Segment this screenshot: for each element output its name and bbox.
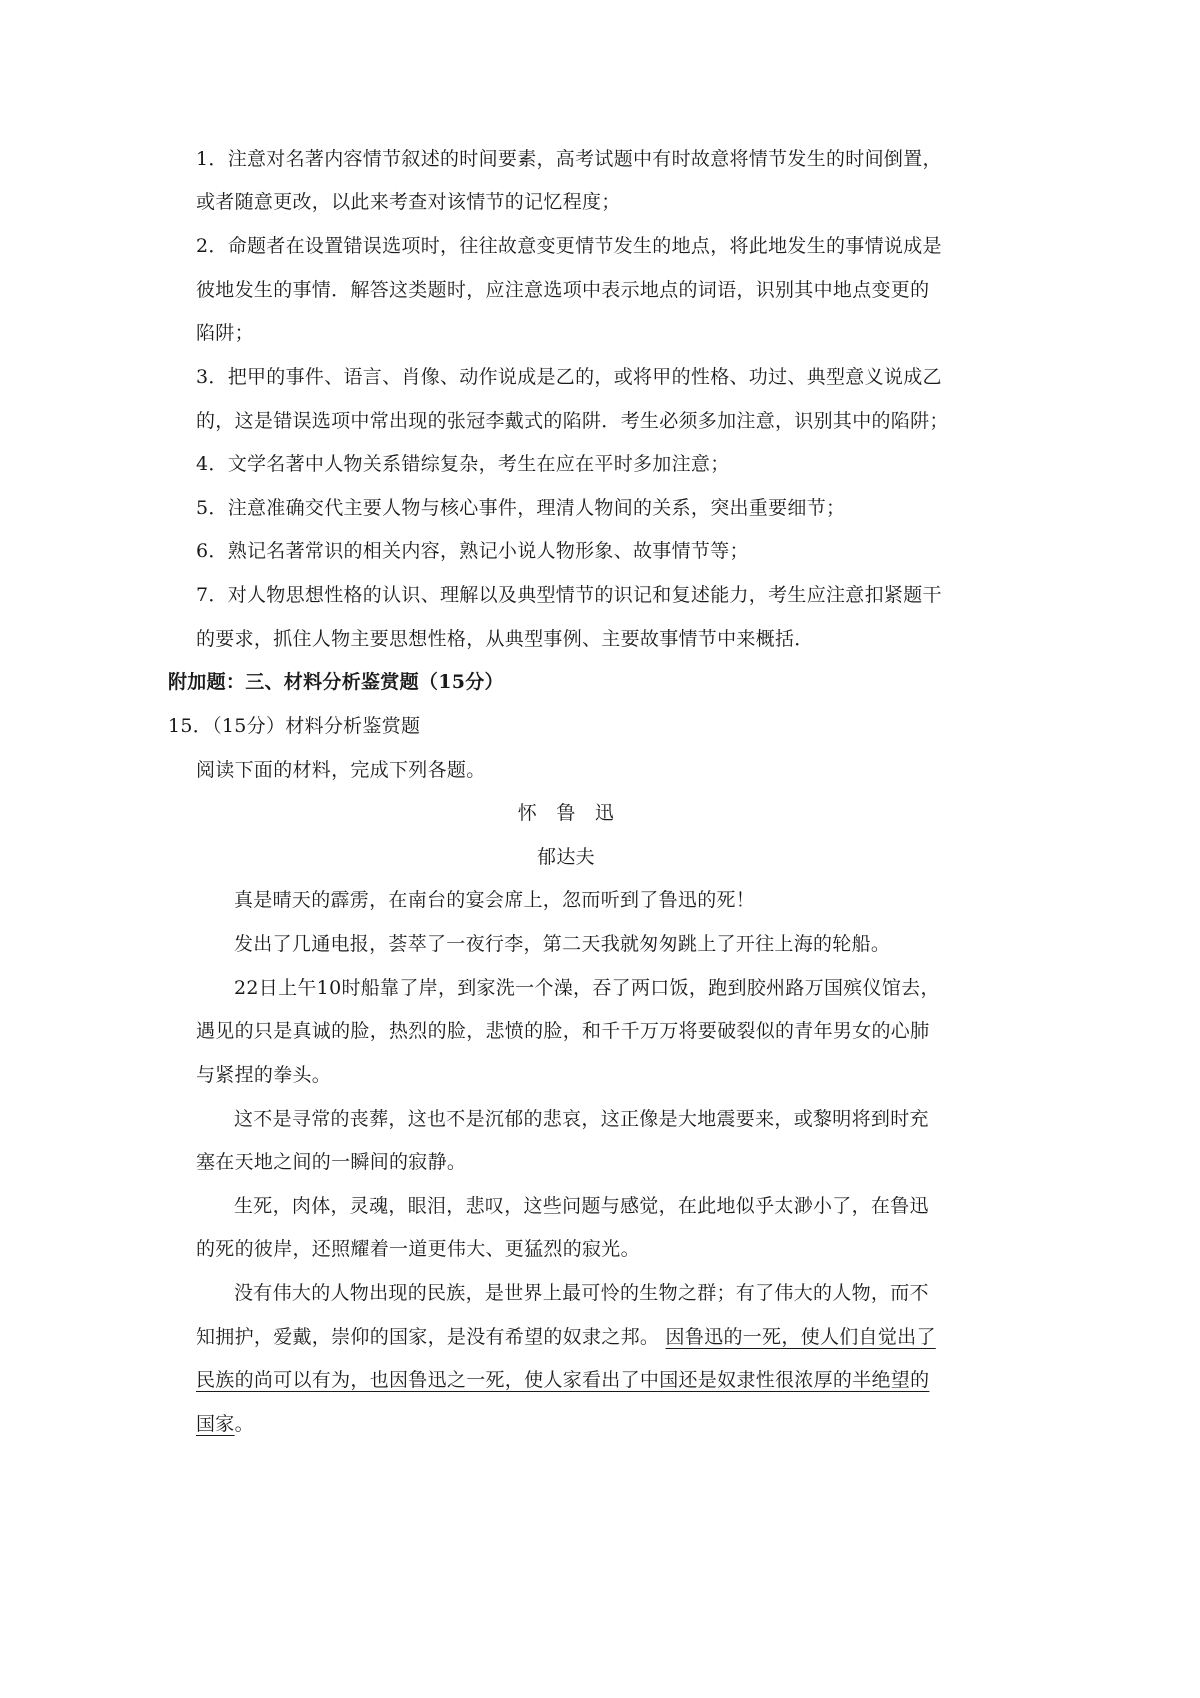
tip-7-line-1: 7．对人物思想性格的认识、理解以及典型情节的识记和复述能力，考生应注意扣紧题干 <box>196 584 942 606</box>
tip-1-line-2: 或者随意更改，以此来考查对该情节的记忆程度； <box>196 191 621 213</box>
tip-3-line-2: 的，这是错误选项中常出现的张冠李戴式的陷阱．考生必须多加注意，识别其中的陷阱； <box>196 410 949 432</box>
paragraph-3-line-3: 与紧捏的拳头。 <box>196 1064 332 1086</box>
paragraph-5-line-1: 生死，肉体，灵魂，眼泪，悲叹，这些问题与感觉，在此地似乎太渺小了，在鲁迅 <box>234 1195 929 1217</box>
paragraph-6-end-punct: 。 <box>234 1413 254 1435</box>
paragraph-5-line-2: 的死的彼岸，还照耀着一道更伟大、更猛烈的寂光。 <box>196 1238 640 1260</box>
article-title: 怀 鲁 迅 <box>517 802 615 824</box>
underlined-sentence-part-2: 民族的尚可以有为，也因鲁迅之一死，使人家看出了中国还是奴隶性很浓厚的半绝望的 <box>196 1369 930 1391</box>
paragraph-4-line-2: 塞在天地之间的一瞬间的寂静。 <box>196 1151 467 1173</box>
question-number: 15．（15分）材料分析鉴赏题 <box>168 715 421 737</box>
paragraph-2: 发出了几通电报，荟萃了一夜行李，第二天我就匆匆跳上了开往上海的轮船。 <box>234 933 891 955</box>
article-author: 郁达夫 <box>537 846 595 868</box>
underlined-sentence-part-1: 因鲁迅的一死，使人们自觉出了 <box>665 1326 936 1348</box>
tip-2-line-3: 陷阱； <box>196 322 254 344</box>
paragraph-6-line-2 <box>196 1324 1200 1350</box>
tip-2-line-2: 彼地发生的事情．解答这类题时，应注意选项中表示地点的词语，识别其中地点变更的 <box>196 279 930 301</box>
paragraph-6-line-2-plain: 知拥护，爱戴，崇仰的国家，是没有希望的奴隶之邦。 <box>196 1326 666 1348</box>
paragraph-6-line-1: 没有伟大的人物出现的民族，是世界上最可怜的生物之群；有了伟大的人物，而不 <box>234 1282 929 1304</box>
section-heading: 附加题：三、材料分析鉴赏题（15分） <box>168 671 504 693</box>
paragraph-6-line-4 <box>196 1411 1200 1437</box>
underlined-sentence-part-3: 国家 <box>196 1413 235 1435</box>
paragraph-3-line-1: 22日上午10时船靠了岸，到家洗一个澡，吞了两口饭，跑到胶州路万国殡仪馆去， <box>234 977 940 999</box>
tip-4: 4．文学名著中人物关系错综复杂，考生在应在平时多加注意； <box>196 453 730 475</box>
tip-5: 5．注意准确交代主要人物与核心事件，理清人物间的关系，突出重要细节； <box>196 497 846 519</box>
question-instruction: 阅读下面的材料，完成下列各题。 <box>196 759 486 781</box>
paragraph-3-line-2: 遇见的只是真诚的脸，热烈的脸，悲愤的脸，和千千万万将要破裂似的青年男女的心肺 <box>196 1020 930 1042</box>
tip-7-line-2: 的要求，抓住人物主要思想性格，从典型事例、主要故事情节中来概括． <box>196 628 814 650</box>
paragraph-4-line-1: 这不是寻常的丧葬，这也不是沉郁的悲哀，这正像是大地震要来，或黎明将到时充 <box>234 1108 929 1130</box>
tip-2-line-1: 2．命题者在设置错误选项时，往往故意变更情节发生的地点，将此地发生的事情说成是 <box>196 235 942 257</box>
tip-6: 6．熟记名著常识的相关内容，熟记小说人物形象、故事情节等； <box>196 540 749 562</box>
tip-1-line-1: 1．注意对名著内容情节叙述的时间要素，高考试题中有时故意将情节发生的时间倒置， <box>196 148 942 170</box>
tip-3-line-1: 3．把甲的事件、语言、肖像、动作说成是乙的，或将甲的性格、功过、典型意义说成乙 <box>196 366 942 388</box>
paragraph-1: 真是晴天的霹雳，在南台的宴会席上，忽而听到了鲁迅的死！ <box>234 889 756 911</box>
